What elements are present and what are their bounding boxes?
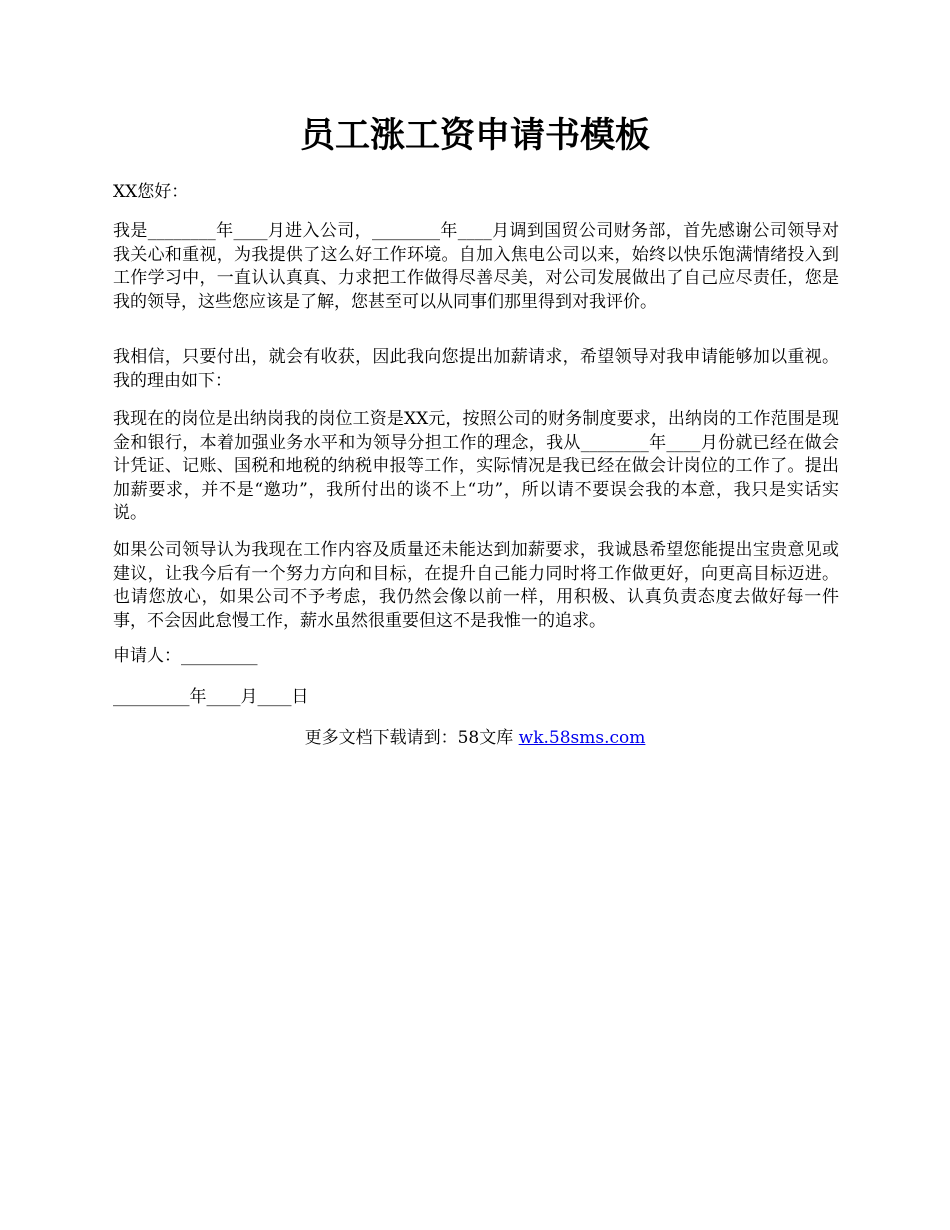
paragraph-3: 我现在的岗位是出纳岗我的岗位工资是XX元，按照公司的财务制度要求，出纳岗的工作范围是现金和银行，本着加强业务水平和为领导分担工作的理念，我从________年____月份就已经在做会计凭证、记账、国税和地税的纳税申报等工作，实际情况是我已经在做会计岗位的工作了。提出加薪要求，并不是“邀功”，我所付出的谈不上“功”，所以请不要误会我的本意，我只是实话实说。: [113, 409, 839, 523]
footer-prefix: 更多文档下载请到：58文库: [304, 728, 519, 748]
date-line: _________年____月____日: [113, 687, 309, 707]
applicant-line: 申请人：_________: [113, 646, 258, 666]
footer: [0, 727, 950, 751]
footer-link[interactable]: wk.58sms.com: [518, 728, 646, 748]
paragraph-1: 我是________年____月进入公司，________年____月调到国贸公司财务部，首先感谢公司领导对我关心和重视，为我提供了这么好工作环境。自加入焦电公司以来，始终以快乐饱满情绪投入到工作学习中，一直认认真真、力求把工作做得尽善尽美，对公司发展做出了自己应尽责任，您是我的领导，这些您应该是了解，您甚至可以从同事们那里得到对我评价。: [113, 221, 839, 312]
paragraph-2: 我相信，只要付出，就会有收获，因此我向您提出加薪请求，希望领导对我申请能够加以重视。我的理由如下：: [113, 347, 839, 391]
document-title: 员工涨工资申请书模板: [299, 115, 650, 156]
paragraph-4: 如果公司领导认为我现在工作内容及质量还未能达到加薪要求，我诚恳希望您能提出宝贵意见或建议，让我今后有一个努力方向和目标，在提升自己能力同时将工作做更好，向更高目标迈进。也请您放心，如果公司不予考虑，我仍然会像以前一样，用积极、认真负责态度去做好每一件事，不会因此怠慢工作，薪水虽然很重要但这不是我惟一的追求。: [113, 540, 839, 631]
greeting: XX您好：: [113, 182, 189, 202]
